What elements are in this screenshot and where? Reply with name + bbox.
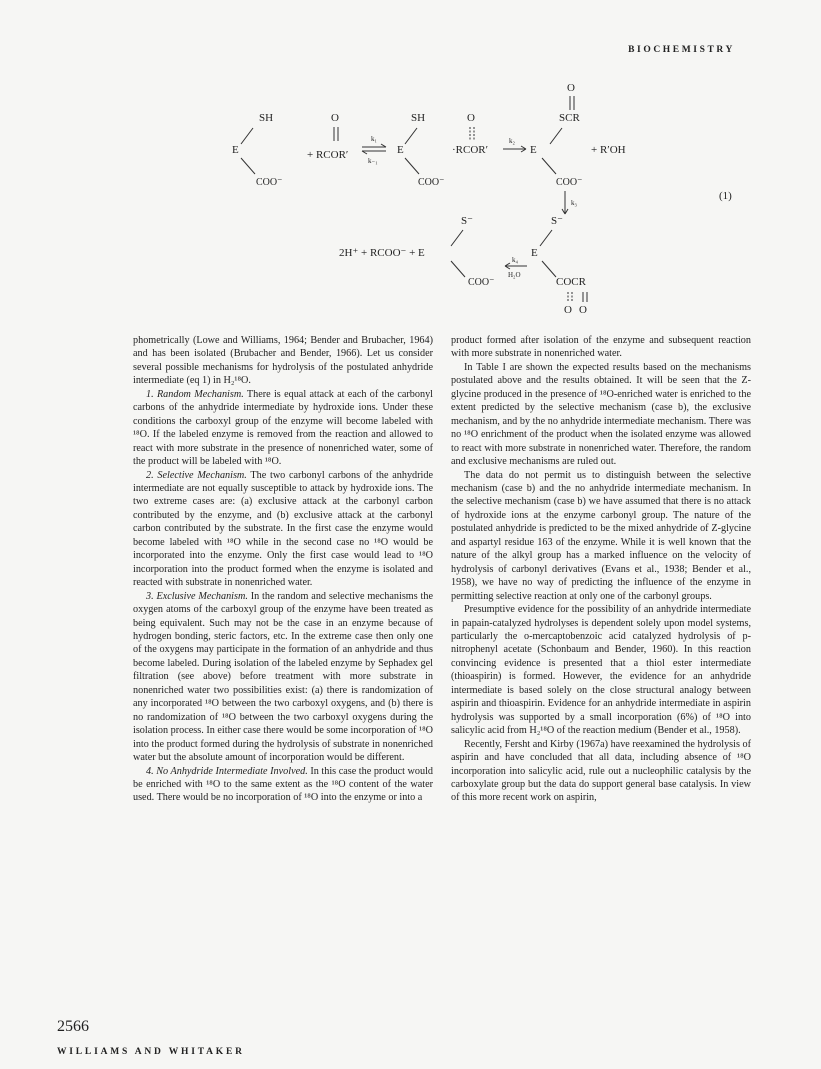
scheme-coo-4: COO⁻ (468, 277, 495, 288)
paragraph: In Table I are shown the expected results based on the mechanisms postulated above and the results obtained. It will be seen that the Z-glycine produced in the presence of ¹⁸O-enriched water is enriched to the extent predicted by the selective mechanism (case b), the exclusive mechanism, and by the no anhydride intermediate mechanism. There was no ¹⁸O enrichment of the product when the isolated enzyme was allowed to react with more substrate in nonenriched water. Therefore, the random and exclusive mechanisms are ruled out. (451, 361, 751, 468)
scheme-e-5: E (531, 247, 538, 259)
scheme-o-2: O (467, 112, 475, 124)
footer-authors: WILLIAMS AND WHITAKER (57, 1047, 245, 1057)
paragraph: 3. Exclusive Mechanism. In the random and selective mechanisms the oxygen atoms of the carboxyl group of the enzyme have been treated as being equivalent. Such may not be the case in an enzyme because of hydrogen bonding, steric factors, etc. In the extreme case then only one of the oxygens may participate in the formation of an anhydride and thus become labeled. During isolation of the labeled enzyme by Sephadex gel filtration (see above) before treatment with more substrate in nonenriched water two possibilities exist: (a) there is randomization of any incorporated ¹⁸O between the two carboxyl oxygens, and (b) there is no randomization of ¹⁸O between the two carboxyl oxygens during the isolation process. In either case there would be some incorporation of ¹⁸O into the product formed during the hydrolysis of substrate in nonenriched water but the absolute amount of incorporation would be different. (133, 590, 433, 764)
scheme-k-minus1: k₋₁ (368, 157, 378, 165)
scheme-products: 2H⁺ + RCOO⁻ + E (339, 247, 425, 259)
scheme-o-1: O (331, 112, 339, 124)
paragraph: 4. No Anhydride Intermediate Involved. In this case the product would be enriched with ¹⁸O to the same extent as the ¹⁸O content of the water used. There would be no incorporation of ¹⁸O into the enzyme or into a (133, 765, 433, 804)
paragraph-heading: 1. Random Mechanism. (146, 388, 244, 400)
scheme-coo-1: COO⁻ (256, 177, 283, 188)
scheme-plus-rprime-oh: + R′OH (591, 144, 626, 156)
scheme-h2o: H₂O (508, 271, 521, 279)
paragraph: Presumptive evidence for the possibility of an anhydride intermediate in papain-catalyzed hydrolyses is dependent solely upon model systems, particularly the o-mercaptobenzoic acid catalyzed hydrolysis of p-nitrophenyl acetate (Schonbaum and Bender, 1960). In this reaction convincing evidence is presented that a thiol ester intermediate (thioaspirin) is formed. However, the evidence for an anhydride intermediate is based solely on the close structural analogy between aspirin and thioaspirin. Evidence for an anhydride intermediate in aspirin hydrolysis was supported by a small incorporation (6%) of ¹⁸O into salicylic acid from H₂¹⁸O of the reaction medium (Bender et al., 1958). (451, 604, 751, 737)
scheme-o-4: O (564, 304, 572, 316)
scheme-o-3: O (567, 82, 575, 94)
scheme-e-3: E (530, 144, 537, 156)
scheme-sh-2: SH (411, 112, 426, 124)
page-number: 2566 (57, 1018, 89, 1035)
right-column (451, 334, 751, 805)
paragraph: The data do not permit us to distinguish between the selective mechanism (case b) and the no anhydride intermediate mechanism. In the selective mechanism (case b) we have assumed that there is no attack of hydroxide ions at the enzyme carbonyl group. The nature of the postulated anhydride is predicted to be the mixed anhydride of Z-glycine and aspartyl residue 163 of the enzyme. While it is well known that the nature of the alkyl group has a marked influence on the velocity of hydrolysis of carbonyl derivatives (Evans et al., 1938; Bender et al., 1958), we have no way of predicting the influence of the enzyme in permitting selective reaction at only one of the carbonyl groups. (451, 469, 751, 602)
scheme-rcor-dot: ·RCOR′ (452, 144, 489, 156)
scheme-eq-number: (1) (719, 190, 732, 202)
scheme-k1: k₁ (371, 135, 377, 143)
scheme-plus-rcor: + RCOR′ (307, 149, 349, 161)
scheme-k4: k₄ (512, 256, 518, 264)
scheme-s-minus-2: S⁻ (551, 215, 563, 227)
left-column (133, 334, 433, 805)
scheme-cocr: COCR (556, 276, 586, 288)
reaction-scheme (0, 0, 821, 320)
paragraph-heading: 4. No Anhydride Intermediate Involved. (146, 765, 308, 777)
scheme-e-2: E (397, 144, 404, 156)
paragraph: Recently, Fersht and Kirby (1967a) have reexamined the hydrolysis of aspirin and have concluded that all data, including absence of ¹⁸O incorporation into salicylic acid, rule out a nucleophilic catalysis by the carboxylate group but the data do support general base catalysis. In view of this more recent work on aspirin, (451, 738, 751, 804)
paragraph: product formed after isolation of the enzyme and subsequent reaction with more substrate in nonenriched water. (451, 335, 751, 360)
scheme-k3: k₃ (571, 199, 577, 207)
scheme-scr: SCR (559, 112, 580, 124)
scheme-s-minus-1: S⁻ (461, 215, 473, 227)
scheme-coo-2: COO⁻ (418, 177, 445, 188)
running-head: BIOCHEMISTRY (628, 45, 735, 55)
paragraph-heading: 3. Exclusive Mechanism. (146, 590, 248, 602)
paragraph: 1. Random Mechanism. There is equal attack at each of the carbonyl carbons of the anhydride intermediate by hydroxide ions. Under these conditions the carboxyl group of the enzyme will become labeled with ¹⁸O. If the labeled enzyme is removed from the reaction and allowed to react with more substrate in the presence of nonenriched water, some of the product will be labeled with ¹⁸O. (133, 388, 433, 468)
paragraph-heading: 2. Selective Mechanism. (146, 469, 247, 481)
scheme-coo-3: COO⁻ (556, 177, 583, 188)
paragraph: 2. Selective Mechanism. The two carbonyl carbons of the anhydride intermediate are not equally susceptible to attack by hydroxide ions. The two extreme cases are: (a) exclusive attack at the carbonyl carbon contributed by the enzyme, and (b) exclusive attack at the carbonyl carbon contributed by the substrate. In the first case the enzyme would become labeled with ¹⁸O while in the second case no ¹⁸O would be incorporated into the enzyme. Only the first case would lead to ¹⁸O incorporation into the product formed when the enzyme is isolated and reacted with substrate in nonenriched water. (133, 469, 433, 589)
paragraph: phometrically (Lowe and Williams, 1964; Bender and Brubacher, 1964) and has been isolated (Brubacher and Bender, 1966). Let us consider several possible mechanisms for hydrolysis of the postulated anhydride intermediate (eq 1) in H₂¹⁸O. (133, 335, 433, 387)
scheme-o-5: O (579, 304, 587, 316)
scheme-sh-1: SH (259, 112, 274, 124)
scheme-e-1: E (232, 144, 239, 156)
scheme-k2: k₂ (509, 137, 515, 145)
